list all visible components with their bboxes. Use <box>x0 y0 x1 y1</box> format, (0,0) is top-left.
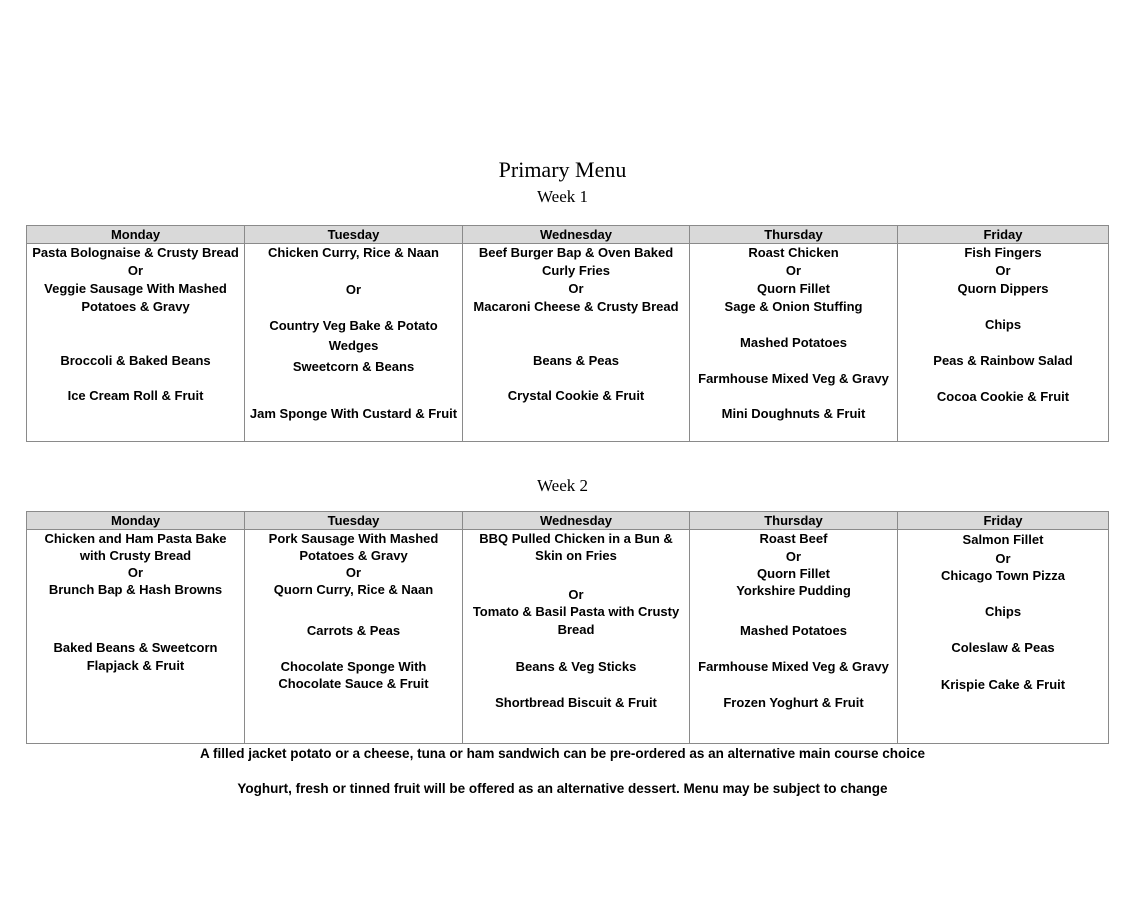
menu-line: Farmhouse Mixed Veg & Gravy <box>698 371 889 386</box>
day-header-friday: Friday <box>898 226 1109 244</box>
week-1-wednesday-cell <box>463 244 690 442</box>
menu-line: Chicken and Ham Pasta Bake <box>44 531 227 546</box>
menu-line: Or <box>995 551 1011 566</box>
menu-line: Or <box>127 565 144 580</box>
menu-line: Fish Fingers <box>964 245 1042 260</box>
week-2-tuesday-cell <box>245 530 463 744</box>
menu-line: with Crusty Bread <box>79 548 192 563</box>
menu-line: Veggie Sausage With Mashed <box>44 281 227 296</box>
menu-line: Baked Beans & Sweetcorn <box>53 640 218 655</box>
menu-line: Quorn Curry, Rice & Naan <box>273 582 434 597</box>
menu-line: Shortbread Biscuit & Fruit <box>495 695 657 710</box>
day-header-monday: Monday <box>27 226 245 244</box>
menu-line: Skin on Fries <box>535 548 617 563</box>
menu-line: Mini Doughnuts & Fruit <box>721 406 866 421</box>
menu-line: Chocolate Sponge With <box>280 659 427 674</box>
day-header-tuesday: Tuesday <box>245 512 463 530</box>
week-2-wednesday-cell <box>463 530 690 744</box>
menu-line: Pork Sausage With Mashed <box>268 531 439 546</box>
menu-line: Frozen Yoghurt & Fruit <box>723 695 864 710</box>
day-header-thursday: Thursday <box>690 226 898 244</box>
menu-line: Or <box>345 282 362 297</box>
menu-line: Tomato & Basil Pasta with Crusty <box>472 604 680 619</box>
week-1-thursday-cell <box>690 244 898 442</box>
menu-line: Or <box>127 263 144 278</box>
menu-line: Crystal Cookie & Fruit <box>507 388 645 403</box>
week-2-header-row <box>27 512 1109 530</box>
menu-line: Or <box>785 263 802 278</box>
menu-line: Mashed Potatoes <box>740 335 847 350</box>
page-title: Primary Menu <box>498 157 627 182</box>
week-2-thursday-cell <box>690 530 898 744</box>
day-header-friday: Friday <box>898 512 1109 530</box>
menu-line: Carrots & Peas <box>306 623 401 638</box>
week-1-menu-row <box>27 244 1109 442</box>
week-2-menu-row <box>27 530 1109 744</box>
menu-line: Ice Cream Roll & Fruit <box>67 388 204 403</box>
menu-line: Yorkshire Pudding <box>736 583 851 598</box>
week-1-heading: Week 1 <box>536 187 589 206</box>
menu-line: Quorn Fillet <box>757 281 830 296</box>
menu-line: Roast Chicken <box>748 245 839 260</box>
menu-line: Curly Fries <box>542 263 610 278</box>
week-1-friday-cell <box>898 244 1109 442</box>
day-header-thursday: Thursday <box>690 512 898 530</box>
menu-line: Broccoli & Baked Beans <box>60 353 211 368</box>
menu-line: Roast Beef <box>759 531 828 546</box>
menu-line: BBQ Pulled Chicken in a Bun & <box>479 531 673 546</box>
menu-line: Jam Sponge With Custard & Fruit <box>249 406 458 421</box>
menu-line: Quorn Dippers <box>957 281 1049 296</box>
menu-line: Or <box>568 281 584 296</box>
week-1-monday-cell <box>27 244 245 442</box>
menu-line: Sage & Onion Stuffing <box>724 299 863 314</box>
menu-line: Brunch Bap & Hash Browns <box>48 582 223 597</box>
menu-line: Krispie Cake & Fruit <box>940 677 1066 692</box>
menu-line: Or <box>568 587 584 602</box>
day-header-wednesday: Wednesday <box>463 226 690 244</box>
day-header-monday: Monday <box>27 512 245 530</box>
menu-line: Chicago Town Pizza <box>941 568 1065 583</box>
week-2-heading: Week 2 <box>536 476 589 495</box>
week-2-monday-cell <box>27 530 245 744</box>
menu-line: Chips <box>984 604 1022 619</box>
menu-line: Bread <box>557 622 595 637</box>
alternative-main-note: A filled jacket potato or a cheese, tuna or ham sandwich can be pre-ordered as an alternative main course choice <box>200 746 925 761</box>
week-2-menu-table <box>26 511 1109 744</box>
menu-line: Chocolate Sauce & Fruit <box>278 676 429 691</box>
week-2-friday-cell <box>898 530 1109 744</box>
menu-line: Beans & Veg Sticks <box>515 659 637 674</box>
menu-line: Potatoes & Gravy <box>299 548 408 563</box>
menu-line: Or <box>785 549 802 564</box>
menu-line: Salmon Fillet <box>962 532 1044 547</box>
menu-line: Mashed Potatoes <box>740 623 847 638</box>
menu-line: Quorn Fillet <box>757 566 830 581</box>
menu-line: Or <box>995 263 1011 278</box>
week-1-tuesday-cell <box>245 244 463 442</box>
menu-line: Macaroni Cheese & Crusty Bread <box>473 299 679 314</box>
menu-line: Chips <box>984 317 1022 332</box>
menu-line: Cocoa Cookie & Fruit <box>936 389 1070 404</box>
menu-line: Farmhouse Mixed Veg & Gravy <box>698 659 889 674</box>
week-1-menu-table <box>26 225 1109 442</box>
week-1-header-row <box>27 226 1109 244</box>
menu-line: Beef Burger Bap & Oven Baked <box>478 245 674 260</box>
menu-line: Country Veg Bake & Potato <box>269 318 438 333</box>
menu-line: Coleslaw & Peas <box>951 640 1055 655</box>
menu-line: Chicken Curry, Rice & Naan <box>268 245 439 260</box>
menu-line: Beans & Peas <box>533 353 619 368</box>
menu-line: Or <box>345 565 362 580</box>
menu-line: Flapjack & Fruit <box>86 658 185 673</box>
menu-line: Pasta Bolognaise & Crusty Bread <box>32 245 239 260</box>
menu-line: Potatoes & Gravy <box>81 299 190 314</box>
menu-line: Peas & Rainbow Salad <box>933 353 1073 368</box>
day-header-wednesday: Wednesday <box>463 512 690 530</box>
menu-line: Wedges <box>328 338 379 353</box>
alternative-dessert-note: Yoghurt, fresh or tinned fruit will be offered as an alternative dessert. Menu may be subject to change <box>237 781 888 796</box>
menu-line: Sweetcorn & Beans <box>292 359 415 374</box>
day-header-tuesday: Tuesday <box>245 226 463 244</box>
